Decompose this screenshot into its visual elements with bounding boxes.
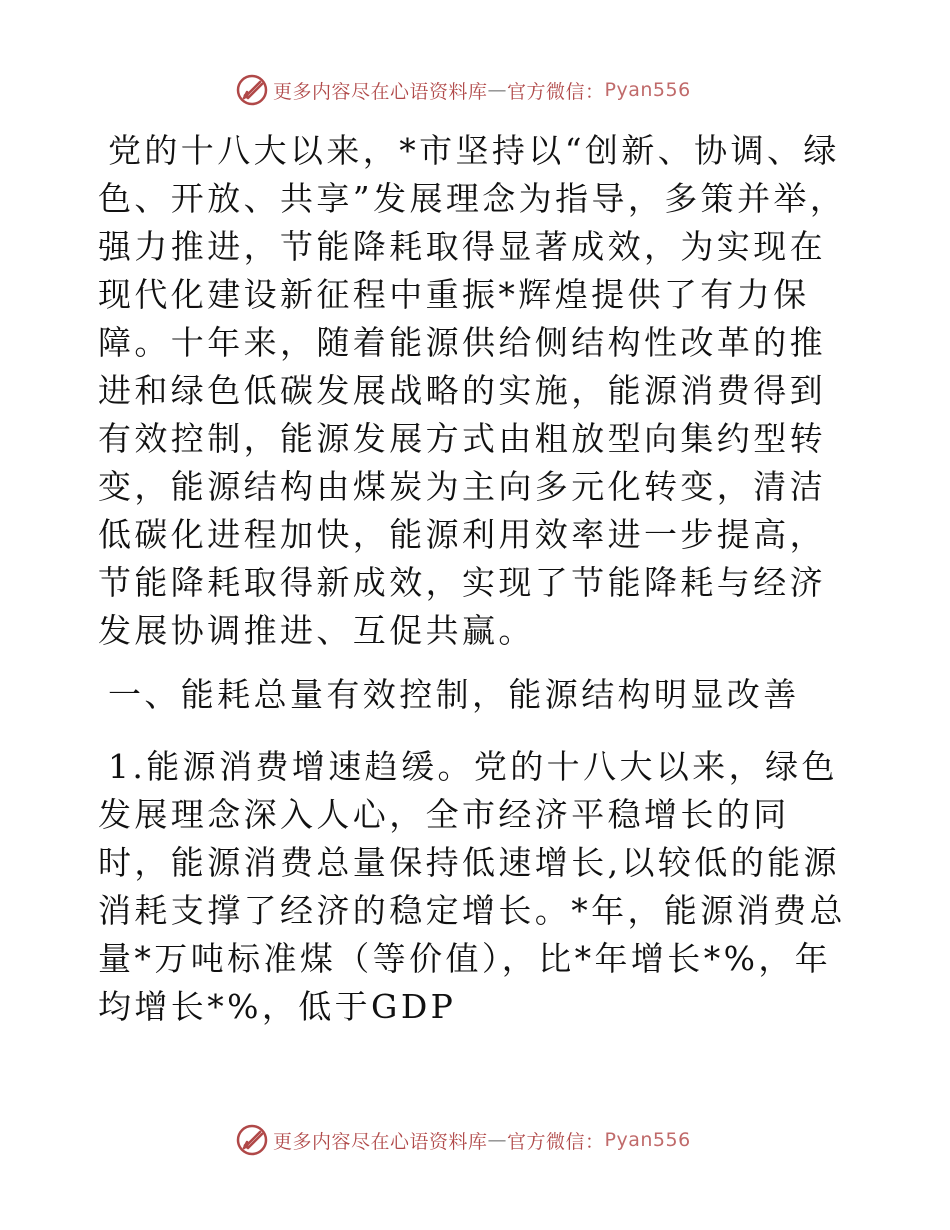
watermark-wechat-id: Pyan556 — [604, 1129, 691, 1151]
watermark-wechat-label: 官方微信： — [507, 80, 605, 103]
feather-pen-icon — [235, 73, 269, 107]
watermark-separator: — — [487, 79, 508, 101]
feather-pen-icon — [235, 1123, 269, 1157]
watermark-wechat-id: Pyan556 — [604, 79, 691, 101]
section-heading: 一、能耗总量有效控制，能源结构明显改善 — [108, 675, 800, 714]
subsection-paragraph: 1.能源消费增速趋缓。党的十八大以来，绿色发展理念深入人心，全市经济平稳增长的同时，能源消费总量保持低速增长,以较低的能源消耗支撑了经济的稳定增长。*年，能源消费总量*万吨标准煤（等价值），比*年增长*%，年均增长*%，低于GDP — [98, 747, 846, 1026]
watermark-separator: — — [487, 1129, 508, 1151]
watermark-brand: 更多内容尽在心语资料库 — [273, 80, 488, 103]
intro-paragraph: 党的十八大以来，*市坚持以“创新、协调、绿色、开放、共享”发展理念为指导，多策并举，强力推进，节能降耗取得显著成效，为实现在现代化建设新征程中重振*辉煌提供了有力保障。十年来，随着能源供给侧结构性改革的推进和绿色低碳发展战略的实施，能源消费得到有效控制，能源发展方式由粗放型向集约型转变，能源结构由煤炭为主向多元化转变，清洁低碳化进程加快，能源利用效率进一步提高，节能降耗取得新成效，实现了节能降耗与经济发展协调推进、互促共赢。 — [98, 131, 847, 650]
watermark-brand: 更多内容尽在心语资料库 — [273, 1130, 488, 1153]
watermark-footer — [235, 1122, 691, 1158]
watermark-header — [235, 72, 691, 108]
document-body — [98, 127, 858, 1031]
watermark-wechat-label: 官方微信： — [507, 1130, 605, 1153]
